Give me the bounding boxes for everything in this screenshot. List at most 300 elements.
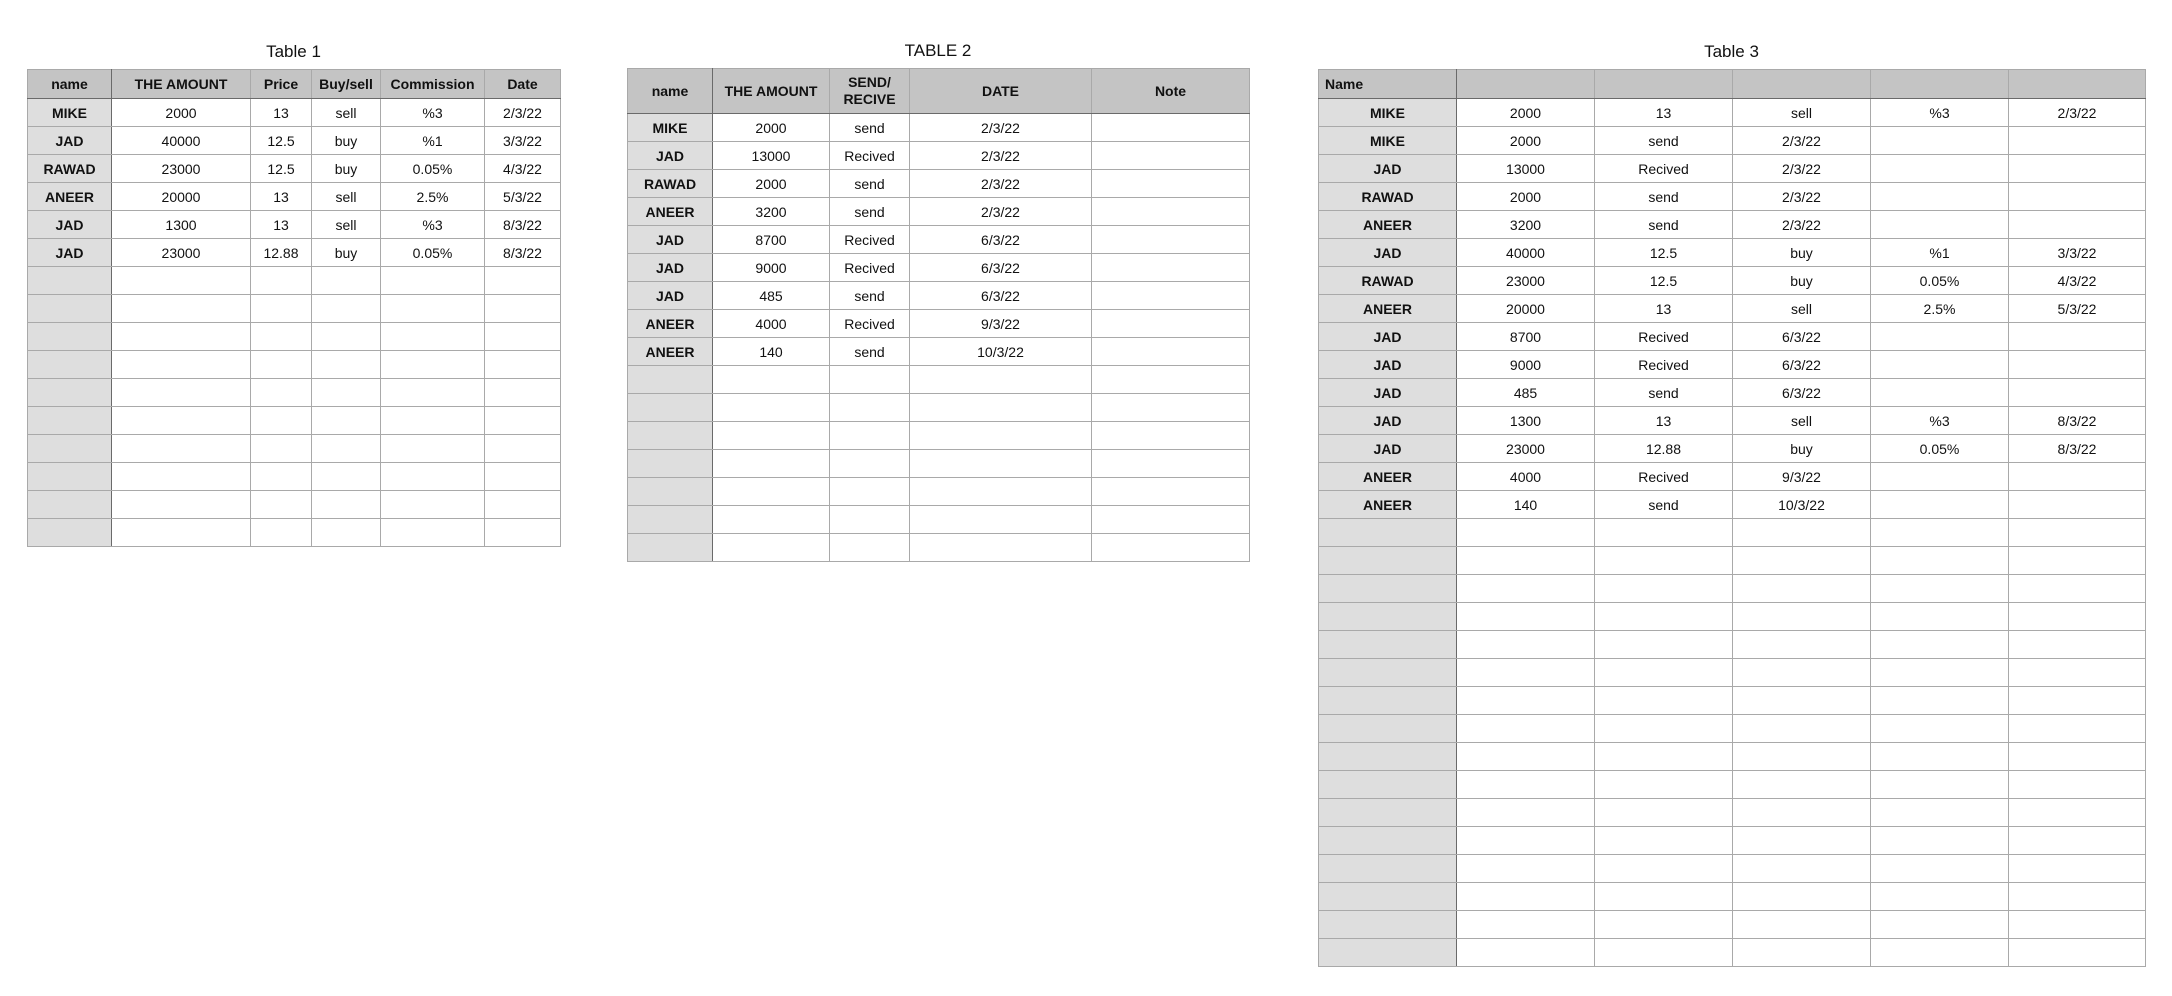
row-name-cell[interactable] bbox=[1319, 547, 1457, 575]
row-name-cell[interactable] bbox=[28, 435, 112, 463]
table-cell[interactable]: buy bbox=[1733, 267, 1871, 295]
table-cell[interactable] bbox=[713, 506, 830, 534]
table-cell[interactable] bbox=[1457, 687, 1595, 715]
row-name-cell[interactable]: JAD bbox=[1319, 435, 1457, 463]
table-cell[interactable]: 4/3/22 bbox=[2009, 267, 2146, 295]
row-name-cell[interactable]: JAD bbox=[1319, 239, 1457, 267]
table-cell[interactable] bbox=[312, 295, 381, 323]
table-cell[interactable]: 13000 bbox=[1457, 155, 1595, 183]
table-cell[interactable]: Recived bbox=[1595, 155, 1733, 183]
table-cell[interactable] bbox=[830, 534, 910, 562]
row-name-cell[interactable]: RAWAD bbox=[1319, 267, 1457, 295]
table-cell[interactable] bbox=[312, 491, 381, 519]
table-cell[interactable] bbox=[1871, 519, 2009, 547]
table-cell[interactable]: 9/3/22 bbox=[1733, 463, 1871, 491]
table-cell[interactable] bbox=[381, 407, 485, 435]
column-header[interactable] bbox=[2009, 70, 2146, 99]
table-cell[interactable] bbox=[1457, 715, 1595, 743]
table-cell[interactable] bbox=[1871, 771, 2009, 799]
row-name-cell[interactable] bbox=[28, 519, 112, 547]
column-header[interactable] bbox=[1595, 70, 1733, 99]
table-cell[interactable]: sell bbox=[312, 99, 381, 127]
table-cell[interactable]: Recived bbox=[830, 142, 910, 170]
table-cell[interactable]: Recived bbox=[830, 310, 910, 338]
table-cell[interactable]: 0.05% bbox=[381, 155, 485, 183]
table-cell[interactable]: sell bbox=[1733, 295, 1871, 323]
table-cell[interactable] bbox=[2009, 939, 2146, 967]
table-cell[interactable]: 5/3/22 bbox=[2009, 295, 2146, 323]
table-cell[interactable] bbox=[1457, 631, 1595, 659]
table-cell[interactable] bbox=[112, 435, 251, 463]
table-cell[interactable]: send bbox=[1595, 183, 1733, 211]
table-cell[interactable] bbox=[1871, 939, 2009, 967]
table-cell[interactable] bbox=[2009, 855, 2146, 883]
table-cell[interactable] bbox=[1871, 323, 2009, 351]
table-cell[interactable] bbox=[1871, 379, 2009, 407]
table-cell[interactable] bbox=[251, 407, 312, 435]
table-cell[interactable]: 10/3/22 bbox=[910, 338, 1092, 366]
table-cell[interactable] bbox=[2009, 127, 2146, 155]
row-name-cell[interactable] bbox=[28, 379, 112, 407]
table-cell[interactable]: 8/3/22 bbox=[485, 239, 561, 267]
row-name-cell[interactable] bbox=[628, 506, 713, 534]
table-cell[interactable] bbox=[2009, 771, 2146, 799]
column-header[interactable]: THE AMOUNT bbox=[713, 69, 830, 114]
table-cell[interactable]: %3 bbox=[381, 211, 485, 239]
table-cell[interactable]: 20000 bbox=[1457, 295, 1595, 323]
table-cell[interactable]: 12.88 bbox=[1595, 435, 1733, 463]
table-cell[interactable]: 3200 bbox=[1457, 211, 1595, 239]
table-cell[interactable]: 8/3/22 bbox=[485, 211, 561, 239]
table-cell[interactable] bbox=[2009, 211, 2146, 239]
table-cell[interactable] bbox=[2009, 631, 2146, 659]
table-cell[interactable] bbox=[485, 407, 561, 435]
table-cell[interactable] bbox=[2009, 491, 2146, 519]
table-cell[interactable]: 2/3/22 bbox=[485, 99, 561, 127]
table-cell[interactable] bbox=[251, 295, 312, 323]
table-cell[interactable] bbox=[312, 323, 381, 351]
table-cell[interactable]: %3 bbox=[1871, 99, 2009, 127]
table-cell[interactable] bbox=[2009, 463, 2146, 491]
row-name-cell[interactable] bbox=[628, 534, 713, 562]
table-cell[interactable] bbox=[112, 407, 251, 435]
table-cell[interactable] bbox=[251, 379, 312, 407]
row-name-cell[interactable]: JAD bbox=[628, 282, 713, 310]
table-cell[interactable] bbox=[910, 422, 1092, 450]
table-cell[interactable] bbox=[1595, 799, 1733, 827]
table-cell[interactable] bbox=[251, 519, 312, 547]
table-cell[interactable]: 485 bbox=[1457, 379, 1595, 407]
column-header[interactable]: Commission bbox=[381, 70, 485, 99]
table-cell[interactable]: 485 bbox=[713, 282, 830, 310]
table-cell[interactable]: 8700 bbox=[713, 226, 830, 254]
table-cell[interactable]: 6/3/22 bbox=[910, 254, 1092, 282]
table-cell[interactable]: 20000 bbox=[112, 183, 251, 211]
table-cell[interactable] bbox=[1457, 547, 1595, 575]
table-cell[interactable] bbox=[1457, 603, 1595, 631]
column-header[interactable]: Note bbox=[1092, 69, 1250, 114]
table-cell[interactable]: Recived bbox=[1595, 351, 1733, 379]
table-cell[interactable]: 2/3/22 bbox=[910, 170, 1092, 198]
table-cell[interactable] bbox=[2009, 351, 2146, 379]
table-cell[interactable]: 6/3/22 bbox=[910, 226, 1092, 254]
table-cell[interactable]: send bbox=[830, 338, 910, 366]
table-cell[interactable] bbox=[1092, 254, 1250, 282]
table-cell[interactable]: 2/3/22 bbox=[910, 142, 1092, 170]
table-cell[interactable]: 9000 bbox=[1457, 351, 1595, 379]
row-name-cell[interactable]: ANEER bbox=[1319, 491, 1457, 519]
row-name-cell[interactable] bbox=[28, 295, 112, 323]
table-cell[interactable] bbox=[2009, 827, 2146, 855]
table-cell[interactable] bbox=[1457, 519, 1595, 547]
table-cell[interactable]: 2000 bbox=[1457, 183, 1595, 211]
table-cell[interactable] bbox=[1595, 659, 1733, 687]
row-name-cell[interactable] bbox=[1319, 715, 1457, 743]
table-cell[interactable]: 13 bbox=[1595, 99, 1733, 127]
table-cell[interactable] bbox=[485, 267, 561, 295]
table-cell[interactable]: sell bbox=[1733, 407, 1871, 435]
table-cell[interactable]: 2/3/22 bbox=[910, 198, 1092, 226]
table-cell[interactable] bbox=[1457, 855, 1595, 883]
table-cell[interactable]: buy bbox=[312, 155, 381, 183]
table-cell[interactable] bbox=[381, 435, 485, 463]
table-cell[interactable] bbox=[312, 267, 381, 295]
table-cell[interactable] bbox=[1871, 659, 2009, 687]
table-cell[interactable]: send bbox=[830, 282, 910, 310]
row-name-cell[interactable] bbox=[1319, 659, 1457, 687]
row-name-cell[interactable] bbox=[28, 491, 112, 519]
table-cell[interactable] bbox=[1733, 939, 1871, 967]
table-cell[interactable] bbox=[910, 506, 1092, 534]
table-cell[interactable] bbox=[1092, 478, 1250, 506]
table-cell[interactable]: 13 bbox=[1595, 295, 1733, 323]
table-cell[interactable] bbox=[830, 366, 910, 394]
table-cell[interactable] bbox=[485, 323, 561, 351]
table-cell[interactable] bbox=[2009, 687, 2146, 715]
table-cell[interactable] bbox=[112, 267, 251, 295]
table-cell[interactable] bbox=[910, 394, 1092, 422]
table-cell[interactable] bbox=[1871, 911, 2009, 939]
table-cell[interactable]: 13 bbox=[251, 211, 312, 239]
table-cell[interactable] bbox=[1871, 547, 2009, 575]
row-name-cell[interactable]: ANEER bbox=[628, 310, 713, 338]
table-cell[interactable] bbox=[485, 463, 561, 491]
table-cell[interactable] bbox=[1871, 603, 2009, 631]
row-name-cell[interactable] bbox=[628, 422, 713, 450]
table-cell[interactable] bbox=[1595, 855, 1733, 883]
row-name-cell[interactable] bbox=[628, 366, 713, 394]
table-cell[interactable] bbox=[1733, 799, 1871, 827]
table-cell[interactable]: 10/3/22 bbox=[1733, 491, 1871, 519]
table-cell[interactable] bbox=[112, 519, 251, 547]
table-cell[interactable] bbox=[830, 478, 910, 506]
table-cell[interactable] bbox=[713, 366, 830, 394]
table-cell[interactable] bbox=[2009, 911, 2146, 939]
table-cell[interactable] bbox=[1733, 827, 1871, 855]
row-name-cell[interactable] bbox=[1319, 743, 1457, 771]
table-cell[interactable] bbox=[1733, 883, 1871, 911]
table-cell[interactable] bbox=[1733, 687, 1871, 715]
table-cell[interactable] bbox=[1733, 715, 1871, 743]
row-name-cell[interactable]: JAD bbox=[1319, 351, 1457, 379]
row-name-cell[interactable]: ANEER bbox=[628, 338, 713, 366]
table-cell[interactable]: 13000 bbox=[713, 142, 830, 170]
table-cell[interactable]: 13 bbox=[251, 99, 312, 127]
table-cell[interactable] bbox=[381, 491, 485, 519]
column-header[interactable] bbox=[1871, 70, 2009, 99]
table-cell[interactable] bbox=[1595, 687, 1733, 715]
table-cell[interactable]: 2.5% bbox=[381, 183, 485, 211]
table-cell[interactable] bbox=[1871, 855, 2009, 883]
row-name-cell[interactable]: MIKE bbox=[628, 114, 713, 142]
row-name-cell[interactable] bbox=[1319, 855, 1457, 883]
table-cell[interactable]: 2000 bbox=[1457, 127, 1595, 155]
table-cell[interactable] bbox=[830, 422, 910, 450]
table-cell[interactable] bbox=[713, 422, 830, 450]
table-cell[interactable] bbox=[1871, 463, 2009, 491]
table-cell[interactable]: Recived bbox=[830, 226, 910, 254]
column-header[interactable]: DATE bbox=[910, 69, 1092, 114]
table-cell[interactable] bbox=[2009, 575, 2146, 603]
row-name-cell[interactable] bbox=[28, 407, 112, 435]
table-cell[interactable]: 2/3/22 bbox=[1733, 155, 1871, 183]
table-cell[interactable]: 4000 bbox=[713, 310, 830, 338]
table-cell[interactable]: 6/3/22 bbox=[1733, 323, 1871, 351]
table-cell[interactable] bbox=[1092, 506, 1250, 534]
row-name-cell[interactable]: MIKE bbox=[1319, 99, 1457, 127]
table-cell[interactable] bbox=[713, 478, 830, 506]
table-cell[interactable]: 12.5 bbox=[1595, 267, 1733, 295]
table-cell[interactable] bbox=[312, 379, 381, 407]
table-cell[interactable]: 6/3/22 bbox=[1733, 351, 1871, 379]
table-cell[interactable] bbox=[2009, 603, 2146, 631]
table-cell[interactable] bbox=[112, 351, 251, 379]
row-name-cell[interactable] bbox=[1319, 771, 1457, 799]
row-name-cell[interactable] bbox=[28, 267, 112, 295]
column-header[interactable]: Name bbox=[1319, 70, 1457, 99]
table-cell[interactable] bbox=[1871, 575, 2009, 603]
table-cell[interactable]: 2/3/22 bbox=[1733, 183, 1871, 211]
table-cell[interactable] bbox=[312, 435, 381, 463]
row-name-cell[interactable]: JAD bbox=[628, 254, 713, 282]
table-cell[interactable] bbox=[1871, 883, 2009, 911]
table-cell[interactable] bbox=[910, 450, 1092, 478]
table-cell[interactable] bbox=[1092, 226, 1250, 254]
table-cell[interactable]: 0.05% bbox=[381, 239, 485, 267]
table-cell[interactable]: 4000 bbox=[1457, 463, 1595, 491]
table-cell[interactable] bbox=[485, 491, 561, 519]
table-cell[interactable] bbox=[251, 435, 312, 463]
row-name-cell[interactable] bbox=[28, 351, 112, 379]
row-name-cell[interactable] bbox=[28, 463, 112, 491]
table-cell[interactable] bbox=[1457, 743, 1595, 771]
table-cell[interactable] bbox=[1457, 883, 1595, 911]
table-cell[interactable]: send bbox=[830, 114, 910, 142]
table-cell[interactable]: 12.88 bbox=[251, 239, 312, 267]
table-cell[interactable] bbox=[1871, 127, 2009, 155]
row-name-cell[interactable]: ANEER bbox=[28, 183, 112, 211]
table-cell[interactable] bbox=[1595, 771, 1733, 799]
table-cell[interactable] bbox=[381, 295, 485, 323]
table-cell[interactable]: 2/3/22 bbox=[1733, 127, 1871, 155]
table-cell[interactable] bbox=[1595, 883, 1733, 911]
table-cell[interactable] bbox=[1871, 491, 2009, 519]
table-cell[interactable] bbox=[1595, 631, 1733, 659]
table-cell[interactable]: send bbox=[1595, 127, 1733, 155]
column-header[interactable]: THE AMOUNT bbox=[112, 70, 251, 99]
table-cell[interactable] bbox=[251, 463, 312, 491]
table-cell[interactable]: buy bbox=[1733, 435, 1871, 463]
table-cell[interactable] bbox=[251, 267, 312, 295]
table-cell[interactable] bbox=[381, 379, 485, 407]
row-name-cell[interactable]: JAD bbox=[628, 142, 713, 170]
table-cell[interactable]: 2000 bbox=[713, 170, 830, 198]
table-cell[interactable] bbox=[2009, 547, 2146, 575]
table-cell[interactable] bbox=[251, 351, 312, 379]
table-cell[interactable] bbox=[2009, 659, 2146, 687]
column-header[interactable]: Buy/sell bbox=[312, 70, 381, 99]
table-cell[interactable] bbox=[485, 435, 561, 463]
table-cell[interactable] bbox=[1092, 310, 1250, 338]
table-cell[interactable]: send bbox=[1595, 211, 1733, 239]
table-cell[interactable] bbox=[1871, 155, 2009, 183]
table-cell[interactable]: %1 bbox=[381, 127, 485, 155]
table-cell[interactable] bbox=[1733, 547, 1871, 575]
table-cell[interactable] bbox=[312, 463, 381, 491]
table-cell[interactable] bbox=[112, 463, 251, 491]
table-cell[interactable] bbox=[381, 351, 485, 379]
table-cell[interactable]: %3 bbox=[381, 99, 485, 127]
table-cell[interactable] bbox=[1457, 771, 1595, 799]
table-cell[interactable] bbox=[1871, 715, 2009, 743]
table-cell[interactable] bbox=[251, 491, 312, 519]
row-name-cell[interactable] bbox=[1319, 911, 1457, 939]
table-cell[interactable] bbox=[1595, 603, 1733, 631]
table-cell[interactable] bbox=[2009, 379, 2146, 407]
table-cell[interactable] bbox=[1457, 659, 1595, 687]
row-name-cell[interactable] bbox=[1319, 827, 1457, 855]
row-name-cell[interactable]: JAD bbox=[1319, 155, 1457, 183]
table-cell[interactable] bbox=[1595, 911, 1733, 939]
table-cell[interactable] bbox=[1595, 575, 1733, 603]
table-cell[interactable] bbox=[1457, 911, 1595, 939]
table-cell[interactable] bbox=[1595, 743, 1733, 771]
table-cell[interactable]: 12.5 bbox=[1595, 239, 1733, 267]
table-cell[interactable] bbox=[2009, 183, 2146, 211]
table-cell[interactable]: sell bbox=[1733, 99, 1871, 127]
column-header[interactable]: Date bbox=[485, 70, 561, 99]
table-cell[interactable] bbox=[112, 379, 251, 407]
column-header[interactable]: Price bbox=[251, 70, 312, 99]
table-cell[interactable] bbox=[1092, 366, 1250, 394]
table-cell[interactable]: buy bbox=[1733, 239, 1871, 267]
table-cell[interactable] bbox=[485, 379, 561, 407]
row-name-cell[interactable]: RAWAD bbox=[1319, 183, 1457, 211]
table-cell[interactable] bbox=[1871, 743, 2009, 771]
row-name-cell[interactable] bbox=[1319, 603, 1457, 631]
table-cell[interactable]: 3/3/22 bbox=[485, 127, 561, 155]
row-name-cell[interactable]: JAD bbox=[628, 226, 713, 254]
table-cell[interactable]: %3 bbox=[1871, 407, 2009, 435]
table-cell[interactable] bbox=[1871, 351, 2009, 379]
row-name-cell[interactable] bbox=[1319, 631, 1457, 659]
table-cell[interactable]: 13 bbox=[1595, 407, 1733, 435]
table-cell[interactable]: 12.5 bbox=[251, 155, 312, 183]
row-name-cell[interactable] bbox=[1319, 799, 1457, 827]
table-cell[interactable] bbox=[312, 351, 381, 379]
table-cell[interactable]: send bbox=[1595, 379, 1733, 407]
table-cell[interactable] bbox=[830, 506, 910, 534]
table-cell[interactable]: Recived bbox=[830, 254, 910, 282]
row-name-cell[interactable] bbox=[628, 394, 713, 422]
row-name-cell[interactable]: ANEER bbox=[628, 198, 713, 226]
row-name-cell[interactable]: JAD bbox=[28, 239, 112, 267]
row-name-cell[interactable]: JAD bbox=[1319, 323, 1457, 351]
table-cell[interactable] bbox=[1457, 575, 1595, 603]
table-cell[interactable] bbox=[1595, 519, 1733, 547]
table-cell[interactable] bbox=[312, 407, 381, 435]
row-name-cell[interactable] bbox=[628, 478, 713, 506]
table-cell[interactable] bbox=[1871, 799, 2009, 827]
row-name-cell[interactable]: JAD bbox=[28, 127, 112, 155]
table-cell[interactable] bbox=[1092, 450, 1250, 478]
table-cell[interactable] bbox=[2009, 883, 2146, 911]
table-cell[interactable]: 8/3/22 bbox=[2009, 435, 2146, 463]
table-cell[interactable]: 9000 bbox=[713, 254, 830, 282]
table-cell[interactable] bbox=[1092, 282, 1250, 310]
table-cell[interactable]: 0.05% bbox=[1871, 267, 2009, 295]
table-cell[interactable]: 23000 bbox=[112, 239, 251, 267]
row-name-cell[interactable]: ANEER bbox=[1319, 211, 1457, 239]
table-cell[interactable] bbox=[910, 366, 1092, 394]
table-cell[interactable]: send bbox=[1595, 491, 1733, 519]
table-cell[interactable]: Recived bbox=[1595, 323, 1733, 351]
table-cell[interactable]: 2/3/22 bbox=[910, 114, 1092, 142]
column-header[interactable] bbox=[1733, 70, 1871, 99]
table-cell[interactable] bbox=[1733, 519, 1871, 547]
table-cell[interactable]: 2.5% bbox=[1871, 295, 2009, 323]
table-cell[interactable]: 4/3/22 bbox=[485, 155, 561, 183]
table-cell[interactable] bbox=[1457, 939, 1595, 967]
table-cell[interactable] bbox=[1871, 631, 2009, 659]
row-name-cell[interactable]: ANEER bbox=[1319, 463, 1457, 491]
table-cell[interactable] bbox=[1457, 827, 1595, 855]
table-cell[interactable] bbox=[485, 519, 561, 547]
table-cell[interactable]: 9/3/22 bbox=[910, 310, 1092, 338]
table-cell[interactable] bbox=[112, 491, 251, 519]
table-cell[interactable] bbox=[381, 267, 485, 295]
table-cell[interactable]: 1300 bbox=[1457, 407, 1595, 435]
row-name-cell[interactable] bbox=[1319, 883, 1457, 911]
row-name-cell[interactable]: RAWAD bbox=[28, 155, 112, 183]
table-cell[interactable] bbox=[2009, 799, 2146, 827]
table-cell[interactable] bbox=[1092, 534, 1250, 562]
table-cell[interactable]: sell bbox=[312, 211, 381, 239]
table-cell[interactable] bbox=[1092, 198, 1250, 226]
table-cell[interactable] bbox=[485, 295, 561, 323]
table-cell[interactable] bbox=[1595, 827, 1733, 855]
table-cell[interactable] bbox=[2009, 519, 2146, 547]
table-cell[interactable] bbox=[112, 323, 251, 351]
row-name-cell[interactable]: JAD bbox=[28, 211, 112, 239]
table-cell[interactable]: 23000 bbox=[1457, 267, 1595, 295]
table-cell[interactable] bbox=[1092, 142, 1250, 170]
table-cell[interactable]: 12.5 bbox=[251, 127, 312, 155]
table-cell[interactable] bbox=[713, 394, 830, 422]
table-cell[interactable]: sell bbox=[312, 183, 381, 211]
table-cell[interactable] bbox=[1092, 394, 1250, 422]
table-cell[interactable] bbox=[251, 323, 312, 351]
